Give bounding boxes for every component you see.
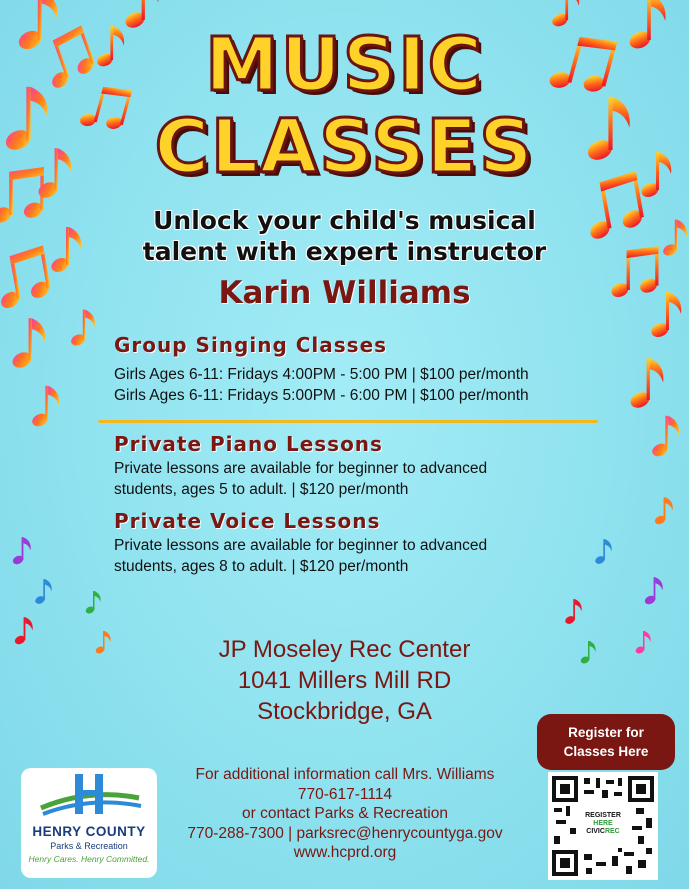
logo-subtitle: Parks & Recreation xyxy=(50,841,128,851)
voice-heading: Private Voice Lessons xyxy=(114,509,381,533)
qr-label-rec: REC xyxy=(604,828,620,835)
group-singing-line-2: Girls Ages 6-11: Fridays 5:00PM - 6:00 PM | $100 per/month xyxy=(114,387,529,404)
qr-label-civic: CIVIC xyxy=(586,828,605,835)
register-button[interactable] xyxy=(537,714,675,770)
register-line-2: Classes Here xyxy=(563,744,649,759)
piano-line-2: students, ages 5 to adult. | $120 per/month xyxy=(114,481,409,498)
voice-line-2: students, ages 8 to adult. | $120 per/month xyxy=(114,558,409,575)
venue-name: JP Moseley Rec Center xyxy=(218,636,471,663)
qr-label xyxy=(580,810,626,842)
subtitle-line-1: Unlock your child's musical xyxy=(153,206,536,235)
contact-email-line: 770-288-7300 | parksrec@henrycountyga.gov xyxy=(187,824,503,842)
subtitle xyxy=(0,205,689,267)
henry-county-emblem-icon xyxy=(21,768,157,824)
register-line-1: Register for xyxy=(568,725,644,740)
qr-label-line-2: HERE xyxy=(593,820,613,827)
qr-label-line-3 xyxy=(580,828,626,836)
henry-county-logo[interactable] xyxy=(21,768,157,878)
contact-info xyxy=(170,765,520,863)
group-singing-heading: Group Singing Classes xyxy=(114,333,388,357)
contact-website: www.hcprd.org xyxy=(293,844,397,861)
instructor-name: Karin Williams xyxy=(218,275,471,311)
qr-label-line-1: REGISTER xyxy=(585,812,621,819)
voice-line-1: Private lessons are available for beginner to advanced xyxy=(114,537,488,554)
logo-name: HENRY COUNTY xyxy=(32,824,146,839)
contact-line-3: or contact Parks & Recreation xyxy=(242,805,448,822)
title-music: MUSIC xyxy=(205,22,484,108)
venue-city: Stockbridge, GA xyxy=(257,698,432,725)
piano-line-1: Private lessons are available for beginner to advanced xyxy=(114,460,488,477)
logo-tagline: Henry Cares. Henry Committed. xyxy=(28,854,150,864)
section-divider xyxy=(98,420,598,423)
qr-code[interactable] xyxy=(548,772,658,880)
contact-phone: 770-617-1114 xyxy=(297,785,393,803)
venue-street: 1041 Millers Mill RD xyxy=(237,667,452,694)
contact-line-1: For additional information call Mrs. Williams xyxy=(195,766,495,783)
group-singing-line-1: Girls Ages 6-11: Fridays 4:00PM - 5:00 PM | $100 per/month xyxy=(114,366,529,383)
subtitle-line-2: talent with expert instructor xyxy=(142,237,547,266)
title-classes: CLASSES xyxy=(154,104,535,190)
piano-heading: Private Piano Lessons xyxy=(114,432,383,456)
